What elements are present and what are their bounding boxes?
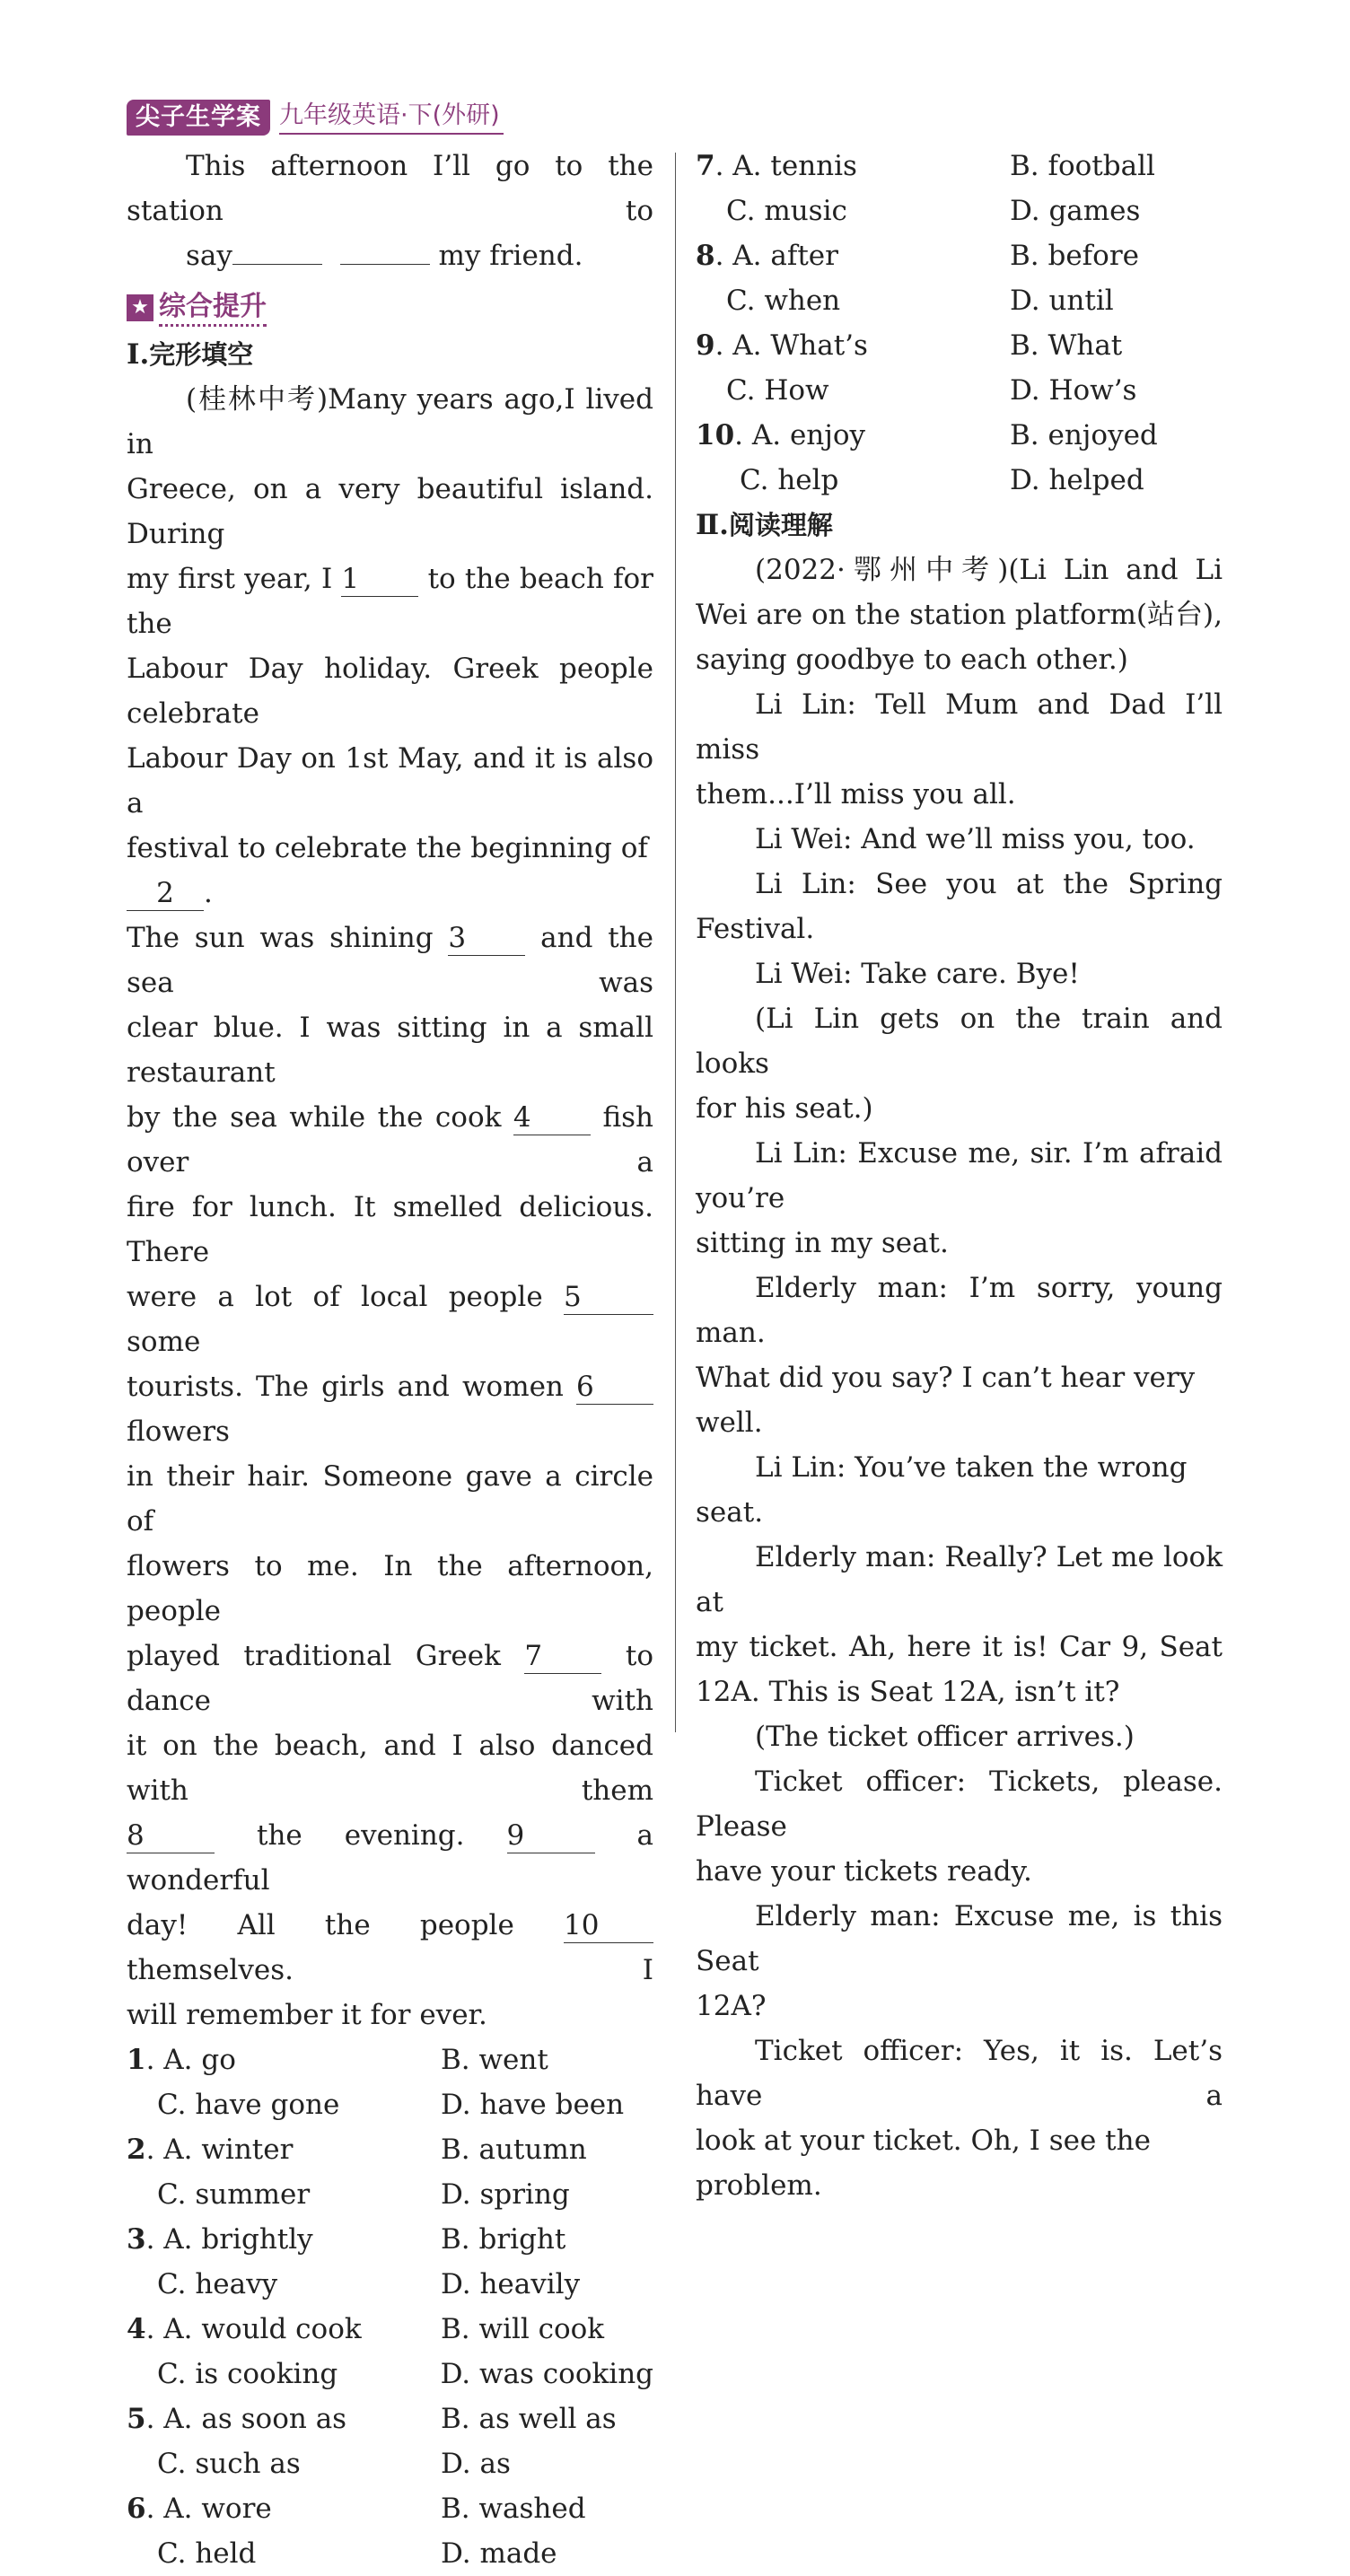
passage-line: clear blue. I was sitting in a small restaurant: [127, 1012, 653, 1089]
option-d[interactable]: D. have been: [441, 2089, 625, 2121]
option-c[interactable]: C. have gone: [157, 2089, 340, 2121]
passage-line: look at your ticket. Oh, I see the problem.: [696, 2125, 1151, 2202]
answer-blank[interactable]: 3: [448, 921, 525, 956]
page-header: [127, 98, 504, 137]
passage-line: Labour Day holiday. Greek people celebrate: [127, 653, 653, 730]
intro-line: This afternoon I’ll go to the station to: [127, 150, 653, 227]
passage-line: Wei are on the station platform(站台),: [696, 599, 1223, 631]
passage-line: them...I’ll miss you all.: [696, 778, 1016, 810]
passage-line: sitting in my seat.: [696, 1227, 949, 1259]
option-d[interactable]: D. made: [441, 2537, 557, 2570]
book-title: 九年级英语·下(外研): [279, 101, 504, 135]
brand-badge: 尖子生学案: [127, 100, 270, 136]
passage-text: to the beach for the: [127, 563, 653, 640]
question-number: 7: [696, 150, 715, 182]
option-b[interactable]: B. went: [441, 2044, 548, 2076]
passage-line: [127, 826, 653, 916]
option-c[interactable]: C. such as: [157, 2448, 301, 2480]
option-a[interactable]: A. winter: [163, 2134, 294, 2166]
passage-text: played traditional Greek: [127, 1640, 525, 1672]
passage-text: some: [127, 1326, 201, 1358]
answer-blank[interactable]: [340, 264, 430, 265]
passage-text: festival to celebrate the beginning of: [127, 832, 648, 864]
answer-blank[interactable]: 6: [576, 1370, 653, 1405]
answer-blank[interactable]: 8: [127, 1818, 215, 1853]
answer-blank[interactable]: 10: [564, 1908, 653, 1943]
passage-line: it on the beach, and I also danced with them: [127, 1730, 653, 1807]
passage-line: [127, 1364, 653, 1454]
passage-line: [127, 1903, 653, 1993]
option-c[interactable]: C. is cooking: [157, 2358, 338, 2390]
passage-line: Ticket officer: Tickets, please. Please: [696, 1766, 1223, 1843]
cloze-passage: [127, 377, 653, 2037]
passage-line: in their hair. Someone gave a circle of: [127, 1460, 653, 1538]
option-row: [696, 458, 1223, 503]
option-a[interactable]: A. after: [732, 240, 838, 272]
options-list-right: [696, 144, 1223, 503]
question-number: 3: [127, 2223, 146, 2256]
options-list-left: [127, 2037, 653, 2576]
passage-line: for his seat.): [696, 1092, 873, 1125]
answer-blank[interactable]: 7: [524, 1639, 601, 1674]
left-column: [127, 144, 653, 2576]
option-b[interactable]: B. enjoyed: [1010, 419, 1158, 451]
option-row: 9. A. What’s B. What: [696, 323, 1223, 368]
passage-line: What did you say? I can’t hear very well.: [696, 1362, 1196, 1439]
passage-line: [127, 1634, 653, 1723]
passage-line: [127, 1813, 653, 1903]
passage-line: Li Wei: And we’ll miss you, too.: [755, 823, 1196, 855]
answer-blank[interactable]: 1: [341, 562, 418, 597]
intro-text: say: [186, 240, 232, 272]
passage-text: to dance with: [127, 1640, 653, 1717]
passage-line: [127, 1275, 653, 1364]
passage-line: Li Lin: Tell Mum and Dad I’ll miss: [696, 688, 1223, 766]
answer-blank[interactable]: [232, 264, 322, 265]
option-row: 2. A. winter B. autumn: [127, 2127, 653, 2172]
passage-line: will remember it for ever.: [127, 1999, 487, 2031]
passage-line: (桂林中考)Many years ago,I lived in: [127, 383, 653, 460]
passage-line: Li Wei: Take care. Bye!: [755, 958, 1080, 990]
option-d[interactable]: D. spring: [441, 2178, 570, 2211]
option-row: 8. A. after B. before: [696, 233, 1223, 278]
option-row: [127, 2262, 653, 2307]
passage-line: Elderly man: Really? Let me look at: [696, 1541, 1223, 1618]
option-row: [127, 2531, 653, 2576]
passage-line: Ticket officer: Yes, it is. Let’s have a: [696, 2035, 1223, 2112]
option-row: 4. A. would cook B. will cook: [127, 2307, 653, 2352]
option-a[interactable]: A. wore: [163, 2493, 272, 2525]
question-number: 8: [696, 240, 715, 272]
option-row: [696, 188, 1223, 233]
option-row: [127, 2441, 653, 2486]
passage-line: saying goodbye to each other.): [696, 644, 1128, 676]
passage-line: (The ticket officer arrives.): [755, 1721, 1135, 1753]
option-row: [127, 2352, 653, 2396]
passage-text: themselves. I: [127, 1954, 653, 1986]
option-d[interactable]: D. until: [1010, 285, 1114, 317]
right-column: [696, 144, 1223, 2208]
passage-text: by the sea while the cook: [127, 1101, 513, 1134]
part2-heading: [696, 503, 1223, 548]
option-b[interactable]: B. as well as: [441, 2403, 617, 2435]
option-d[interactable]: D. games: [1010, 195, 1141, 227]
section-badge-label: 综合提升: [159, 290, 267, 327]
passage-line: [127, 916, 653, 1005]
passage-text: tourists. The girls and women: [127, 1371, 576, 1403]
passage-line: [127, 1095, 653, 1185]
option-row: [696, 368, 1223, 413]
answer-blank[interactable]: 5: [564, 1280, 653, 1315]
question-number: 4: [127, 2313, 146, 2345]
option-c[interactable]: C. held: [157, 2537, 257, 2570]
passage-line: (Li Lin gets on the train and looks: [696, 1003, 1223, 1080]
option-a[interactable]: A. as soon as: [163, 2403, 347, 2435]
part-title: 阅读理解: [728, 510, 833, 540]
option-row: 7. A. tennis B. football: [696, 144, 1223, 188]
passage-text: .: [204, 877, 213, 909]
option-row: [127, 2082, 653, 2127]
passage-line: fire for lunch. It smelled delicious. There: [127, 1191, 653, 1268]
option-c[interactable]: C. music: [726, 195, 847, 227]
passage-line: Li Lin: Excuse me, sir. I’m afraid you’re: [696, 1137, 1223, 1214]
answer-blank[interactable]: 9: [507, 1818, 595, 1853]
answer-blank[interactable]: 2: [127, 876, 204, 911]
passage-line: flowers to me. In the afternoon, people: [127, 1550, 653, 1627]
option-row: 1. A. go B. went: [127, 2037, 653, 2082]
option-d[interactable]: D. heavily: [441, 2268, 581, 2300]
passage-line: Labour Day on 1st May, and it is also a: [127, 742, 653, 819]
passage-text: and the sea was: [127, 922, 653, 999]
column-divider: [675, 153, 676, 1732]
option-d[interactable]: D. How’s: [1010, 374, 1137, 407]
passage-text: flowers: [127, 1415, 230, 1448]
question-number: 9: [696, 329, 715, 362]
option-row: 3. A. brightly B. bright: [127, 2217, 653, 2262]
question-number: 1: [127, 2044, 146, 2076]
option-b[interactable]: B. before: [1010, 240, 1139, 272]
option-d[interactable]: D. as: [441, 2448, 511, 2480]
option-b[interactable]: B. bright: [441, 2223, 566, 2256]
star-icon: ★: [127, 294, 153, 321]
passage-line: [127, 556, 653, 646]
passage-text: the evening.: [215, 1819, 507, 1852]
option-c[interactable]: C. when: [726, 285, 841, 317]
passage-line: Elderly man: I’m sorry, young man.: [696, 1272, 1223, 1349]
option-d[interactable]: D. was cooking: [440, 2358, 653, 2390]
passage-text: a wonderful: [127, 1819, 653, 1897]
passage-text: day! All the people: [127, 1909, 564, 1941]
option-c[interactable]: C. summer: [157, 2178, 311, 2211]
option-row: 6. A. wore B. washed: [127, 2486, 653, 2531]
passage-line: 12A. This is Seat 12A, isn’t it?: [696, 1676, 1120, 1708]
part-title: 完形填空: [149, 339, 254, 370]
passage-line: Li Lin: You’ve taken the wrong seat.: [696, 1451, 1188, 1529]
passage-line: have your tickets ready.: [696, 1855, 1032, 1888]
passage-line: Festival.: [696, 913, 815, 945]
section-badge: [127, 284, 653, 332]
option-b[interactable]: B. washed: [441, 2493, 586, 2525]
option-a[interactable]: A. What’s: [732, 329, 868, 362]
passage-text: my first year, I: [127, 563, 342, 595]
option-a[interactable]: A. would cook: [163, 2313, 362, 2345]
option-row: 10. A. enjoy B. enjoyed: [696, 413, 1223, 458]
part1-heading: [127, 332, 653, 377]
option-b[interactable]: B. What: [1010, 329, 1123, 362]
reading-passage: [696, 548, 1223, 2208]
option-a[interactable]: A. go: [163, 2044, 236, 2076]
option-row: 5. A. as soon as B. as well as: [127, 2396, 653, 2441]
option-d[interactable]: D. helped: [1010, 464, 1144, 496]
option-c[interactable]: C. heavy: [157, 2268, 278, 2300]
answer-blank[interactable]: 4: [513, 1100, 591, 1135]
question-number: 2: [127, 2134, 146, 2166]
question-number: 5: [127, 2403, 146, 2435]
passage-line: 12A?: [696, 1990, 767, 2022]
option-row: [127, 2172, 653, 2217]
passage-line: Greece, on a very beautiful island. During: [127, 473, 653, 550]
passage-line: Elderly man: Excuse me, is this Seat: [696, 1900, 1223, 1977]
option-c[interactable]: C. help: [740, 464, 839, 496]
intro-line: [127, 233, 653, 278]
passage-line: my ticket. Ah, here it is! Car 9, Seat: [696, 1631, 1223, 1663]
option-b[interactable]: B. football: [1010, 150, 1155, 182]
passage-line: (2022·鄂州中考)(Li Lin and Li: [755, 554, 1223, 586]
option-c[interactable]: C. How: [726, 374, 829, 407]
option-a[interactable]: A. enjoy: [751, 419, 866, 451]
option-b[interactable]: B. will cook: [441, 2313, 605, 2345]
question-number: 10: [696, 419, 735, 451]
option-a[interactable]: A. tennis: [732, 150, 857, 182]
part-number: Ⅰ.: [127, 338, 150, 371]
passage-text: fish over a: [127, 1101, 653, 1178]
part-number: Ⅱ.: [696, 509, 729, 541]
passage-line: Li Lin: See you at the Spring: [755, 868, 1223, 900]
option-a[interactable]: A. brightly: [163, 2223, 313, 2256]
passage-text: The sun was shining: [127, 922, 449, 954]
passage-text: were a lot of local people: [127, 1281, 564, 1313]
intro-text: my friend.: [438, 240, 583, 272]
option-b[interactable]: B. autumn: [441, 2134, 587, 2166]
option-row: [696, 278, 1223, 323]
question-number: 6: [127, 2493, 146, 2525]
